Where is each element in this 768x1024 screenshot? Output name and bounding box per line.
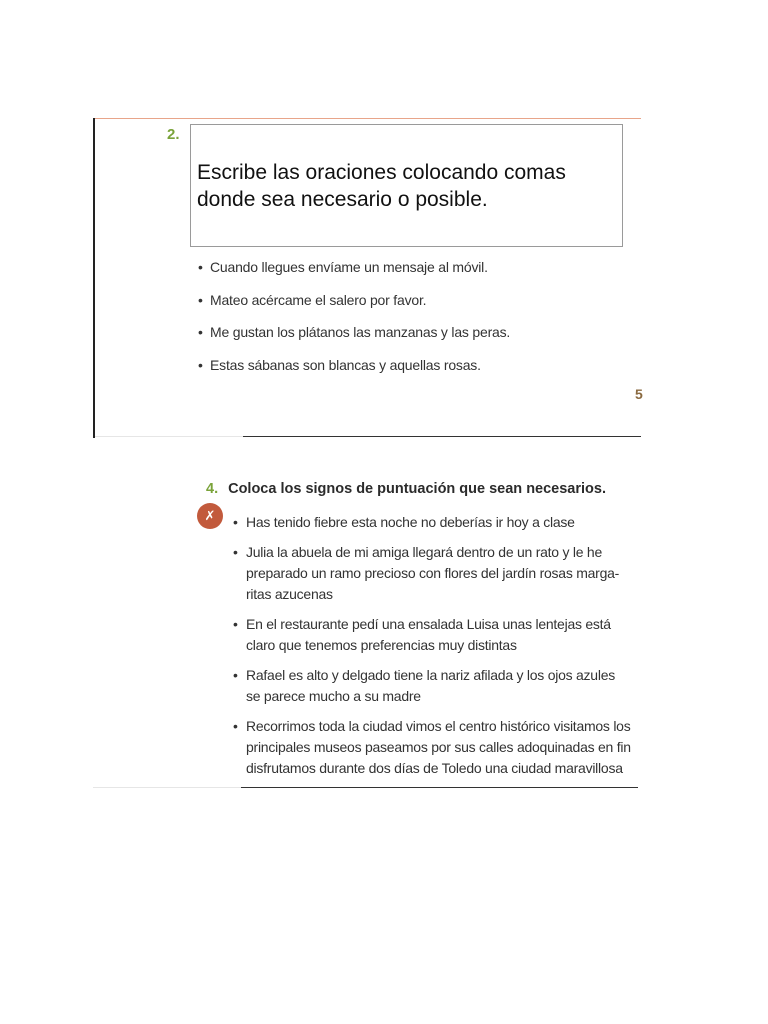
sentence-text: Estas sábanas son blancas y aquellas rosas.: [210, 356, 481, 373]
sentence-text: Mateo acércame el salero por favor.: [210, 291, 427, 308]
bottom-divider-light: [93, 787, 243, 788]
exercise-number: 4.: [206, 481, 219, 497]
error-mark-icon: ✗: [197, 503, 223, 529]
instruction-text: Escribe las oraciones colocando comas donde sea necesario o posible.: [197, 161, 566, 211]
list-item: [233, 665, 633, 707]
heading-text: Coloca los signos de puntuación que sean necesarios.: [228, 481, 606, 497]
exercise-2: [93, 118, 641, 438]
list-item: [233, 716, 633, 779]
exercise-4: [93, 470, 641, 790]
sentence-line: ritas azucenas: [246, 586, 333, 602]
bullet-icon: •: [233, 544, 238, 560]
sentence-line: preparado un ramo precioso con flores del jardín rosas marga-: [246, 565, 620, 581]
sentence-line: se parece mucho a su madre: [246, 688, 421, 704]
bullet-icon: •: [233, 667, 238, 683]
bullet-icon: •: [198, 291, 203, 308]
page-number-fragment: 5: [635, 386, 643, 402]
instruction-box: [190, 124, 623, 247]
bullet-icon: •: [233, 514, 238, 530]
list-item: [198, 323, 510, 356]
bullet-icon: •: [198, 259, 203, 275]
bottom-divider: [243, 436, 641, 437]
sentence-line: Has tenido fiebre esta noche no deberías ir hoy a clase: [246, 514, 575, 530]
list-item: [198, 258, 510, 291]
bullet-icon: •: [233, 718, 238, 734]
sentence-line: En el restaurante pedí una ensalada Luisa unas lentejas está: [246, 616, 611, 632]
list-item: [198, 356, 510, 389]
sentence-text: Cuando llegues envíame un mensaje al móvil.: [210, 259, 488, 275]
sentence-list: [198, 258, 510, 388]
bullet-icon: •: [198, 324, 203, 340]
sentence-line: principales museos paseamos por sus calles adoquinadas en fin: [246, 739, 631, 755]
bullet-icon: •: [198, 356, 203, 373]
list-item: [233, 542, 633, 605]
sentence-line: Recorrimos toda la ciudad vimos el centro histórico visitamos los: [246, 718, 631, 734]
sentence-list: [233, 512, 633, 788]
left-border: [93, 118, 95, 438]
list-item: [233, 512, 633, 533]
bullet-icon: •: [233, 616, 238, 632]
sentence-line: claro que tenemos preferencias muy distintas: [246, 637, 517, 653]
list-item: [198, 291, 510, 324]
top-divider: [93, 118, 641, 119]
bottom-divider-light: [95, 436, 245, 437]
exercise-number: 2.: [167, 126, 180, 143]
exercise-heading: [206, 481, 606, 497]
list-item: [233, 614, 633, 656]
sentence-text: Me gustan los plátanos las manzanas y las peras.: [210, 324, 511, 340]
sentence-line: disfrutamos durante dos días de Toledo una ciudad maravillosa: [246, 760, 623, 776]
sentence-line: Rafael es alto y delgado tiene la nariz afilada y los ojos azules: [246, 667, 615, 683]
sentence-line: Julia la abuela de mi amiga llegará dentro de un rato y le he: [246, 544, 602, 560]
